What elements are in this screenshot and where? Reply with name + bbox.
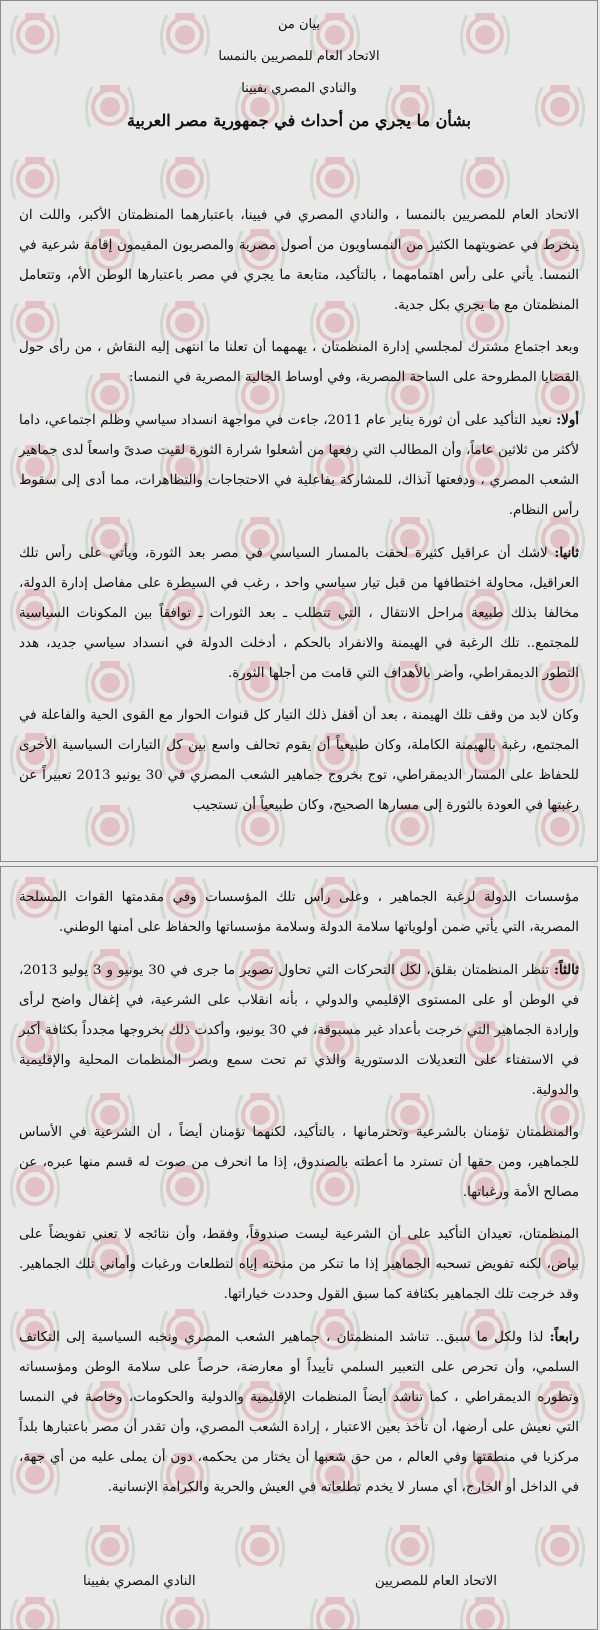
paragraph-institutions: مؤسسات الدولة لرغبة الجماهير ، وعلى رأس تلك المؤسسات وفي مقدمتها القوات المسلحة المصرية، التي يأتي ضمن أولوياتها سلامة الدولة وسلامة مؤسساتها والحفاظ على أمنها الوطني. <box>19 890 579 935</box>
paragraph-third <box>19 955 579 1106</box>
paragraph-fourth-text: لذا ولكل ما سبق.. تناشد المنظمتان ، جماهير الشعب المصري ونخبه السياسية إلى التكاتف السلمي، وأن تحرص على التعبير السلمي تأييداً أو معارضة، حرصاً على سلامة الوطن ومؤسساته وتطوره الديمقراطي ، كما تناشد أيضاً المنظمات الإقليمية والدولية والحكومات، وخاصة في النمسا التي نعيش على أرضها، أن تأخذ بعين الاعتبار ، إرادة الشعب المصري، وأن تقدر أن مصر باعتبارها بلداً مركزيا في منطقتها وفي العالم ، من حق شعبها أن يختار من يحكمه، دون أن يملى عليه من أي جهة، في الداخل أو الخارج، أي مسار لا يخدم تطلعاته في العيش والحرية والكرامة الإنسانية. <box>19 1330 579 1495</box>
header-line-club: والنادي المصري بفيينا <box>241 81 357 96</box>
paragraph-hegemony: وكان لابد من وقف تلك الهيمنة ، بعد أن أقفل ذلك التيار كل قنوات الحوار مع القوى الحية والفاعلة في المجتمع، رغبة بالهيمنة الكاملة، وكان طبيعياً أن يقوم تحالف واسع بين كل التيارات السياسية الأخرى للحفاظ على المسار الديمقراطي، توج بخروج جماهير الشعب المصري في 30 يونيو 2013 تعبيراً عن رغبتها في العودة بالثورة إلى مسارها الصحيح، وكان طبيعياً أن تستجيب <box>19 708 580 813</box>
paragraph-fourth-lead: رابعاً: <box>549 1329 579 1345</box>
header-line-union: الاتحاد العام للمصريين بالنمسا <box>218 49 380 64</box>
page-2-body <box>1 867 597 1503</box>
paragraph-meeting: وبعد اجتماع مشترك لمجلسي إدارة المنظمتان ، يهمهما أن تعلنا ما انتهى إليه النقاش ، من رأى حول القضايا المطروحة على الساحة المصرية، وفي أوساط الجالية المصرية في النمسا: <box>19 340 579 385</box>
paragraph-ballot: المنظمتان، تعيدان التأكيد على أن الشرعية ليست صندوقاً، وفقط، وأن نتائجه لا تعني تفويضاً على بياض، لكنه تفويض تسحبه الجماهير إذا ما تنكر من منحته إياه لتطلعات ورغبات وأماني تلك الجماهير. وقد خرجت تلك الجماهير بكثافة كما سبق القول وحددت خياراتها. <box>19 1227 579 1302</box>
statement-title: بشأن ما يجري من أحداث في جمهورية مصر العربية <box>126 111 471 130</box>
header-line-from: بيان من <box>277 17 321 32</box>
paragraph-intro: الاتحاد العام للمصريين بالنمسا ، والنادي المصري في فيينا، باعتبارهما المنظمتان الأكبر، واللت ان ينخرط في عضويتهما الكثير من النمساويون من أصول مصرية والمصريون المقيمون إقامة شرعية في النمسا. يأتي على رأس اهتمامهما ، بالتأكيد، متابعة ما يجري في مصر باعتبارها الوطن الأم، وتتعامل المنظمتان مع ما يجري بكل جدية. <box>19 208 579 313</box>
paragraph-first-lead: أولا: <box>556 412 580 428</box>
paragraph-second-text: لاشك أن عراقيل كثيرة لحقت بالمسار السياسي في مصر بعد الثورة، ويأتي على رأس تلك العراقيل، محاولة اختطافها من قبل تيار سياسي واحد ، رغب في السيطرة على مفاصل إدارة الدولة، مخالفا بذلك طبيعة مراحل الانتقال ، التي تتطلب ـ بعد الثورات ـ توافقاً بين المكونات السياسية للمجتمع.. تلك الرغبة في الهيمنة والانفراد بالحكم ، أدخلت الدولة في انسداد سياسي جديد، هدد التطور الديمقراطي، وأضر بالأهداف التي قامت من أجلها الثورة. <box>19 546 579 681</box>
paragraph-second-lead: ثانيا: <box>554 545 579 561</box>
statement-header <box>1 1 597 131</box>
paragraph-third-lead: ثالثاً: <box>554 962 579 978</box>
paragraph-third-text: تنظر المنظمتان بقلق، لكل التحركات التي تحاول تصوير ما جرى في 30 يونيو و 3 يوليو 2013، في الوطن أو على المستوى الإقليمي والدولي ، بأنه انقلاب على الشرعية، في إغفال واضح لرأى وإرادة الجماهير التي خرجت بأعداد غير مسبوقة، في 30 يونيو، وأكدت ذلك بخروجها مجدداً بكثافة أكبر في الاستفتاء على التعديلات الدستورية والذي تم تحت سمع وبصر المنظمات المحلية والإقليمية والدولية. <box>19 963 579 1098</box>
paragraph-second <box>19 538 579 689</box>
document-page-2 <box>0 866 598 1630</box>
paragraph-first <box>19 405 579 526</box>
signature-union: الاتحاد العام للمصريين <box>374 1574 497 1589</box>
paragraph-fourth <box>19 1322 579 1503</box>
signature-club: النادي المصري بفيينا <box>83 1574 196 1589</box>
paragraph-first-text: نعيد التأكيد على أن ثورة يناير عام 2011، جاءت في مواجهة انسداد سياسي وظلم اجتماعي، داما لأكثر من ثلاثين عاماً، وأن المطالب التي رفعها من أشعلوا شرارة الثورة لقيت صدىً واسعاً لدى جماهير الشعب المصري ، ودفعتها آنذاك، للمشاركة بفاعلية في الاحتجاجات والتظاهرات، مما أدى إلى سقوط رأس النظام. <box>19 413 579 518</box>
page-1-body <box>1 143 597 821</box>
signatures <box>1 1574 597 1589</box>
paragraph-legitimacy: والمنظمتان تؤمنان بالشرعية وتحترمانها ، بالتأكيد، لكنهما تؤمنان أيضاً ، أن الشرعية في الأساس للجماهير، ومن حقها أن تسترد ما أعطته بالصندوق، إذا ما انحرف من صوت له قسم منها عبره، عن مصالح الأمة ورغباتها. <box>19 1125 579 1200</box>
